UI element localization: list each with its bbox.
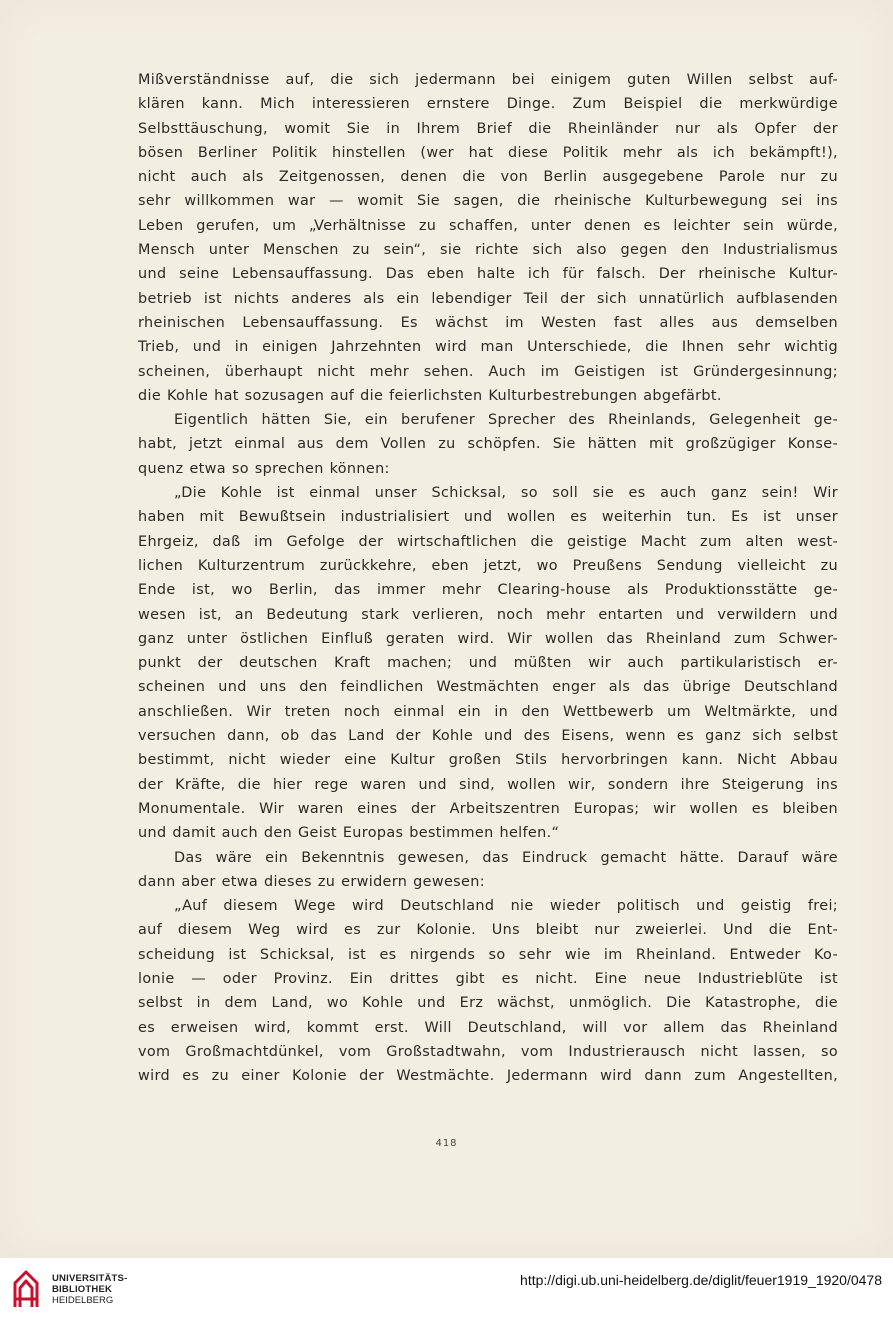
text-line: scheidung ist Schicksal, ist es nirgends so sehr wie im Rheinland. Entweder Ko-: [138, 946, 838, 963]
text-line: Mensch unter Menschen zu sein“, sie richte sich also gegen den Industrialismus: [138, 242, 838, 259]
text-line: Ende ist, wo Berlin, das immer mehr Clearing-house als Produktionsstätte ge-: [138, 582, 838, 599]
text-line: Monumentale. Wir waren eines der Arbeitszentren Europas; wir wollen es bleiben: [138, 800, 838, 817]
text-line: nicht auch als Zeitgenossen, denen die von Berlin ausgegebene Parole nur zu: [138, 169, 838, 186]
text-line: versuchen dann, ob das Land der Kohle und des Eisens, wenn es ganz sich selbst: [138, 728, 838, 745]
text-line: bösen Berliner Politik hinstellen (wer hat diese Politik mehr als ich bekämpft!),: [138, 144, 838, 161]
text-line: rheinischen Lebensauffassung. Es wächst im Westen fast alles aus demselben: [138, 314, 838, 331]
text-line: lichen Kulturzentrum zurückkehre, eben jetzt, wo Preußens Sendung vielleicht zu: [138, 557, 838, 574]
text-line: wesen ist, an Bedeutung stark verlieren, noch mehr entarten und verwildern und: [138, 606, 838, 623]
library-name-line2: BIBLIOTHEK: [52, 1284, 113, 1295]
text-line: punkt der deutschen Kraft machen; und müßten wir auch partikularistisch er-: [138, 655, 838, 672]
text-line: auf diesem Weg wird es zur Kolonie. Uns bleibt nur zweierlei. Und die Ent-: [138, 922, 838, 939]
body-text: [138, 68, 838, 1088]
library-name-line1: UNIVERSITÄTS-: [52, 1273, 128, 1284]
page-number: 418: [435, 1138, 458, 1149]
text-line: scheinen, überhaupt nicht mehr sehen. Auch im Geistigen ist Gründergesinnung;: [138, 363, 838, 380]
text-line: Das wäre ein Bekenntnis gewesen, das Eindruck gemacht hätte. Darauf wäre: [174, 849, 838, 866]
text-line: Selbsttäuschung, womit Sie in Ihrem Brief die Rheinländer nur als Opfer der: [138, 120, 838, 137]
text-line: es erweisen wird, kommt erst. Will Deutschland, will vor allem das Rheinland: [138, 1019, 838, 1036]
text-line: selbst in dem Land, wo Kohle und Erz wächst, unmöglich. Die Katastrophe, die: [138, 995, 838, 1012]
text-line: „Auf diesem Wege wird Deutschland nie wieder politisch und geistig frei;: [174, 898, 838, 915]
text-line: Ehrgeiz, daß im Gefolge der wirtschaftlichen die geistige Macht zum alten west-: [138, 533, 838, 550]
text-line: ganz unter östlichen Einfluß geraten wird. Wir wollen das Rheinland zum Schwer-: [138, 630, 838, 647]
permalink-url[interactable]: http://digi.ub.uni-heidelberg.de/diglit/feuer1919_1920/0478: [520, 1272, 882, 1288]
text-line: haben mit Bewußtsein industrialisiert und wollen es weiterhin tun. Es ist unser: [138, 509, 838, 526]
text-line: scheinen und uns den feindlichen Westmächten enger als das übrige Deutschland: [138, 679, 838, 696]
text-line: und seine Lebensauffassung. Das eben halte ich für falsch. Der rheinische Kultur-: [138, 266, 838, 283]
text-line: Eigentlich hätten Sie, ein berufener Sprecher des Rheinlands, Gelegenheit ge-: [174, 412, 838, 429]
library-name[interactable]: [52, 1273, 127, 1306]
text-line: Trieb, und in einigen Jahrzehnten wird man Unterschiede, die Ihnen sehr wichtig: [138, 339, 838, 356]
footer-bar: [0, 1258, 893, 1322]
text-line: der Kräfte, die hier rege waren und sind, wollen wir, sondern ihre Steigerung ins: [138, 776, 838, 793]
text-line: quenz etwa so sprechen können:: [138, 460, 390, 477]
text-line: Mißverständnisse auf, die sich jedermann bei einigem guten Willen selbst auf-: [138, 72, 838, 88]
text-line: die Kohle hat sozusagen auf die feierlichsten Kulturbestrebungen abgefärbt.: [138, 387, 722, 404]
text-line: bestimmt, nicht wieder eine Kultur großen Stils hervorbringen kann. Nicht Abbau: [138, 752, 838, 769]
text-line: vom Großmachtdünkel, vom Großstadtwahn, vom Industrierausch nicht lassen, so: [138, 1043, 838, 1060]
text-line: betrieb ist nichts anderes als ein lebendiger Teil der sich unnatürlich aufblasenden: [138, 290, 838, 307]
text-line: „Die Kohle ist einmal unser Schicksal, so soll sie es auch ganz sein! Wir: [174, 485, 838, 502]
text-line: Leben gerufen, um „Verhältnisse zu schaffen, unter denen es leichter sein würde,: [138, 217, 838, 234]
library-name-line3: HEIDELBERG: [52, 1295, 114, 1306]
text-line: anschließen. Wir treten noch einmal ein in den Wettbewerb um Weltmärkte, und: [138, 703, 838, 720]
text-line: sehr willkommen war — womit Sie sagen, die rheinische Kulturbewegung sei ins: [138, 193, 838, 210]
text-line: klären kann. Mich interessieren ernstere Dinge. Zum Beispiel die merkwürdige: [138, 96, 838, 113]
text-line: habt, jetzt einmal aus dem Vollen zu schöpfen. Sie hätten mit großzügiger Konse-: [138, 436, 838, 453]
text-line: und damit auch den Geist Europas bestimmen helfen.“: [138, 825, 560, 842]
text-line: lonie — oder Provinz. Ein drittes gibt es nicht. Eine neue Industrieblüte ist: [138, 970, 838, 987]
library-logo-icon[interactable]: [9, 1269, 43, 1309]
text-line: wird es zu einer Kolonie der Westmächte. Jedermann wird dann zum Angestellten,: [138, 1068, 838, 1085]
text-line: dann aber etwa dieses zu erwidern gewesen:: [138, 873, 485, 890]
